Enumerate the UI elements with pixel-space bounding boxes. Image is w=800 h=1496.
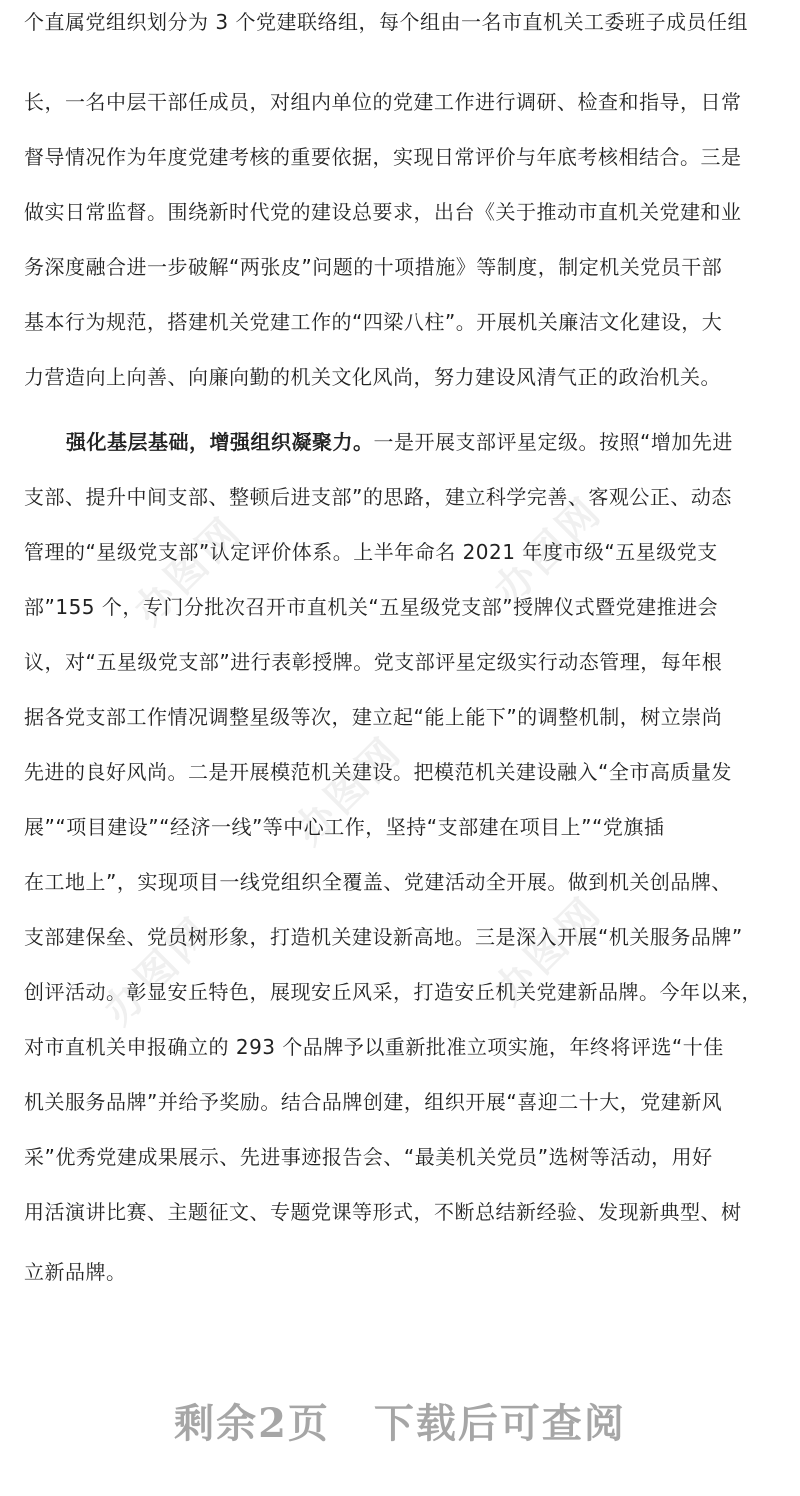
body-line: 用活演讲比赛、主题征文、专题党课等形式，不断总结新经验、发现新典型、树 [24,1200,742,1224]
body-line: 先进的良好风尚。二是开展模范机关建设。把模范机关建设融入“全市高质量发 [24,760,732,784]
body-line: 议，对“五星级党支部”进行表彰授牌。党支部评星定级实行动态管理，每年根 [24,650,723,674]
remaining-pages-label: 剩余2页 [174,1400,330,1447]
body-line: 创评活动。彰显安丘特色，展现安丘风采，打造安丘机关党建新品牌。今年以来， [24,980,762,1004]
paragraph-first-line [66,428,776,456]
watermark: 办图网 [125,508,252,634]
body-line: 做实日常监督。围绕新时代党的建设总要求，出台《关于推动市直机关党建和业 [24,200,742,224]
body-line: 部”155 个，专门分批次召开市直机关“五星级党支部”授牌仪式暨党建推进会 [24,595,719,619]
watermark: 办图网 [485,488,612,614]
body-line: 展”“项目建设”“经济一线”等中心工作，坚持“支部建在项目上”“党旗插 [24,815,665,839]
body-line: 个直属党组织划分为 3 个党建联络组，每个组由一名市直机关工委班子成员任组 [24,10,748,34]
watermark: 办图网 [95,908,222,1034]
body-line: 基本行为规范，搭建机关党建工作的“四梁八柱”。开展机关廉洁文化建设，大 [24,310,723,334]
watermark: 办图网 [485,888,612,1014]
body-line: 督导情况作为年度党建考核的重要依据，实现日常评价与年底考核相结合。三是 [24,145,742,169]
body-line: 支部建保垒、党员树形象，打造机关建设新高地。三是深入开展“机关服务品牌” [24,925,743,949]
body-line: 支部、提升中间支部、整顿后进支部”的思路，建立科学完善、客观公正、动态 [24,485,732,509]
download-prompt[interactable] [0,1392,800,1449]
download-to-view-label: 下载后可查阅 [373,1400,626,1447]
paragraph-heading: 强化基层基础，增强组织凝聚力。 [66,430,374,454]
watermark: 办图网 [285,728,412,854]
body-line: 力营造向上向善、向廉向勤的机关文化风尚，努力建设风清气正的政治机关。 [24,365,721,389]
body-line: 长，一名中层干部任成员，对组内单位的党建工作进行调研、检查和指导，日常 [24,90,742,114]
body-line: 管理的“星级党支部”认定评价体系。上半年命名 2021 年度市级“五星级党支 [24,540,718,564]
body-line: 在工地上”，实现项目一线党组织全覆盖、党建活动全开展。做到机关创品牌、 [24,870,732,894]
body-line: 对市直机关申报确立的 293 个品牌予以重新批准立项实施，年终将评选“十佳 [24,1035,724,1059]
body-line: 据各党支部工作情况调整星级等次，建立起“能上能下”的调整机制，树立崇尚 [24,705,723,729]
body-line: 采”优秀党建成果展示、先进事迹报告会、“最美机关党员”选树等活动，用好 [24,1145,713,1169]
body-line: 立新品牌。 [24,1260,127,1284]
body-line: 机关服务品牌”并给予奖励。结合品牌创建，组织开展“喜迎二十大，党建新风 [24,1090,723,1114]
paragraph-first-line-text: 一是开展支部评星定级。按照“增加先进 [373,430,733,454]
body-line: 务深度融合进一步破解“两张皮”问题的十项措施》等制度，制定机关党员干部 [24,255,723,279]
